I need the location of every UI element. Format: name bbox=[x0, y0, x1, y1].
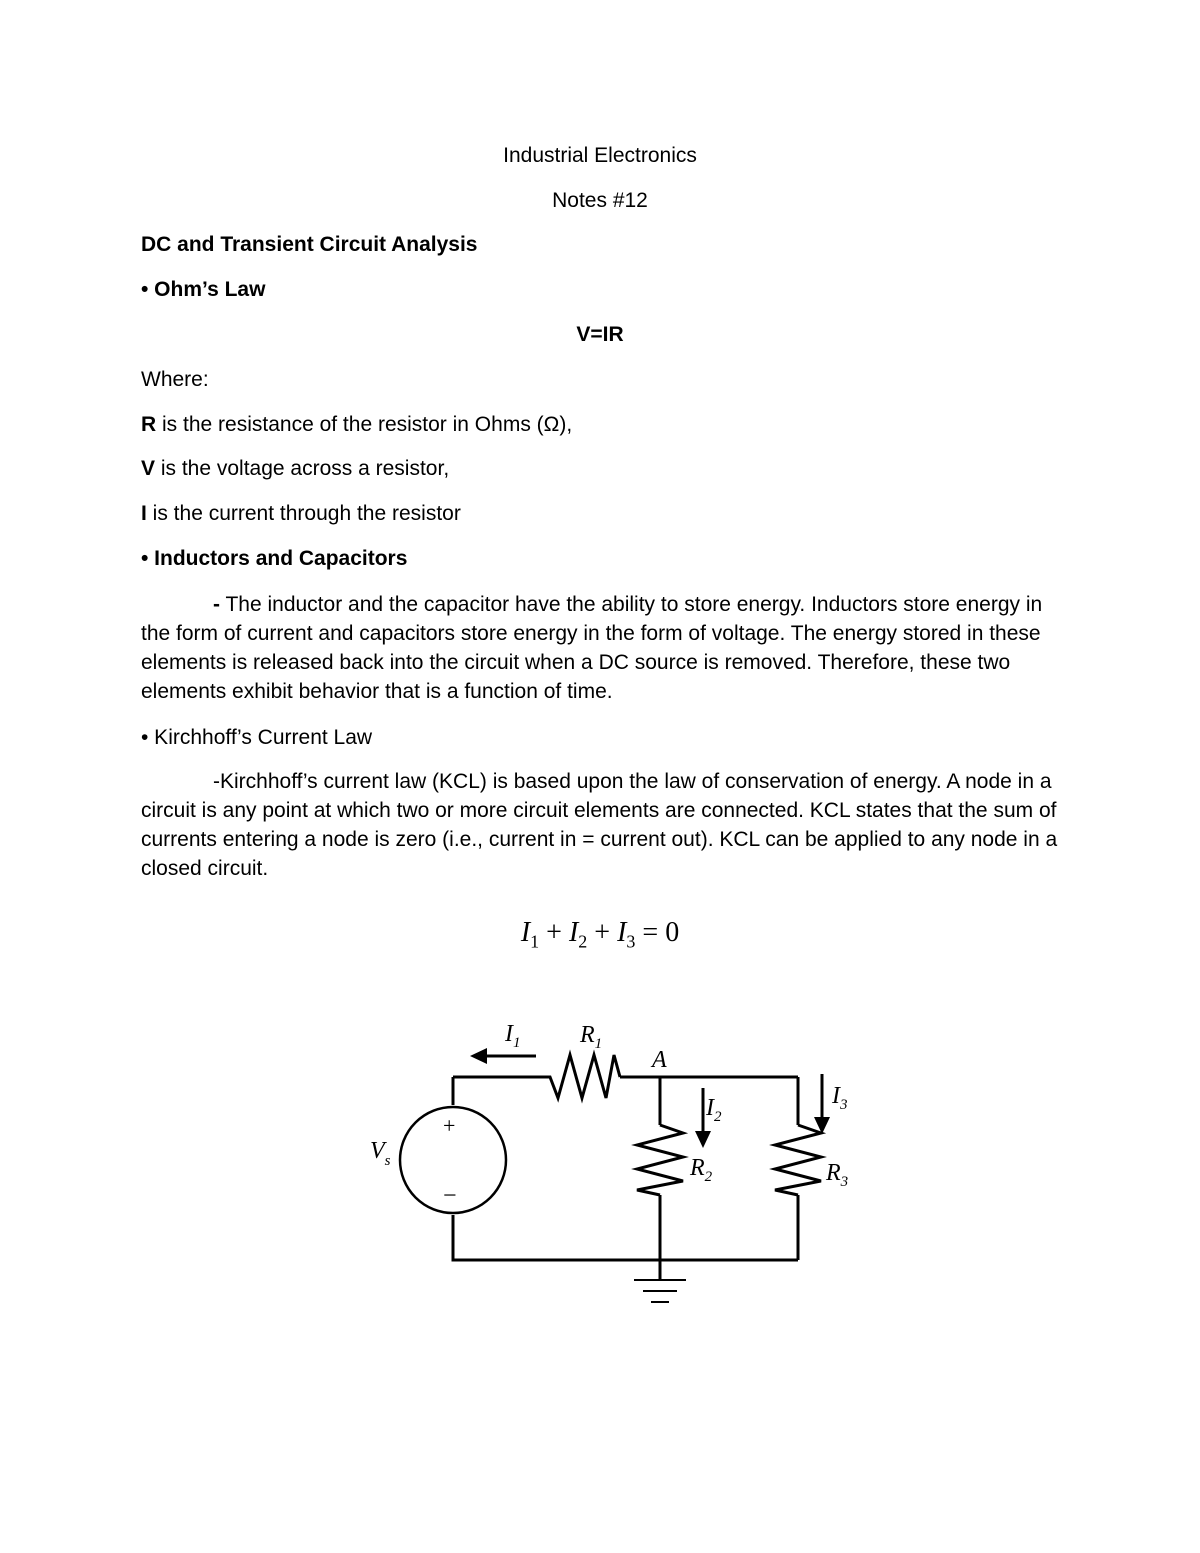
label-i3-sub: 3 bbox=[840, 1097, 848, 1113]
definition-symbol: V bbox=[141, 457, 156, 480]
resistor-r3 bbox=[775, 1125, 821, 1195]
label-i3-main: I bbox=[832, 1083, 840, 1109]
eq-equals: = bbox=[642, 917, 659, 948]
definition-text: is the voltage across a resistor, bbox=[155, 457, 450, 480]
eq-rhs: 0 bbox=[665, 917, 680, 948]
eq-term-1: I bbox=[520, 917, 531, 948]
section-title: DC and Transient Circuit Analysis bbox=[141, 233, 478, 256]
resistor-r2 bbox=[637, 1125, 683, 1195]
label-i2 bbox=[705, 1095, 722, 1125]
label-r3-main: R bbox=[826, 1160, 841, 1186]
inductors-heading: • Inductors and Capacitors bbox=[141, 547, 408, 570]
label-r3 bbox=[825, 1160, 848, 1190]
label-r2-main: R bbox=[690, 1155, 705, 1181]
eq-plus-2: + bbox=[594, 917, 611, 948]
arrow-i2-head bbox=[695, 1131, 711, 1148]
label-r3-sub: 3 bbox=[840, 1174, 849, 1190]
source-minus: − bbox=[443, 1183, 457, 1209]
notes-number: Notes #12 bbox=[552, 189, 648, 212]
inductors-body: The inductor and the capacitor have the ability to store energy. Inductors store energy in the form of current and capacitors store energy in the form of voltage. The energy stored in these elements is released back into the circuit when a DC source is removed. Therefore, these two elements exhibit behavior that is a function of time. bbox=[141, 593, 1043, 703]
eq-sub-2: 2 bbox=[578, 931, 588, 952]
label-r1-sub: 1 bbox=[594, 1036, 603, 1052]
eq-sub-1: 1 bbox=[530, 931, 540, 952]
source-label bbox=[370, 1138, 391, 1169]
eq-term-3: I bbox=[617, 917, 627, 948]
kcl-heading: • Kirchhoff’s Current Law bbox=[141, 726, 373, 749]
source-label-main: V bbox=[370, 1138, 385, 1164]
definition-text: is the current through the resistor bbox=[146, 502, 461, 525]
where-label: Where: bbox=[141, 368, 209, 391]
label-i1 bbox=[504, 1021, 521, 1051]
course-title: Industrial Electronics bbox=[503, 144, 697, 167]
arrow-i1-head bbox=[470, 1048, 487, 1064]
definition-symbol: R bbox=[141, 413, 157, 436]
source-plus: + bbox=[443, 1113, 456, 1138]
label-r2 bbox=[689, 1155, 713, 1185]
label-i1-main: I bbox=[505, 1021, 513, 1047]
definition-text: is the resistance of the resistor in Ohms (Ω), bbox=[156, 413, 573, 436]
eq-plus-1: + bbox=[546, 917, 562, 948]
label-i3 bbox=[831, 1083, 848, 1113]
label-i2-sub: 2 bbox=[714, 1109, 722, 1125]
label-r1 bbox=[579, 1022, 602, 1052]
ohms-law-formula: V=IR bbox=[576, 323, 624, 346]
node-label-a: A bbox=[652, 1047, 667, 1073]
inductors-dash: - bbox=[213, 593, 220, 616]
kcl-body: -Kirchhoff’s current law (KCL) is based upon the law of conservation of energy. A node in a circuit is any point at which two or more circuit elements are connected. KCL states that the sum of currents entering a node is zero (i.e., current in = current out). KCL can be applied to any node in a closed circuit. bbox=[141, 770, 1058, 880]
eq-term-2: I bbox=[568, 917, 579, 948]
label-i2-main: I bbox=[706, 1095, 714, 1121]
label-r1-main: R bbox=[580, 1022, 595, 1048]
definition-symbol: I bbox=[141, 502, 147, 525]
wire-top-left bbox=[453, 1077, 545, 1105]
source-label-sub: s bbox=[384, 1153, 391, 1169]
resistor-r1 bbox=[545, 1055, 620, 1098]
label-r2-sub: 2 bbox=[704, 1169, 713, 1185]
ohms-law-heading: • Ohm’s Law bbox=[141, 278, 266, 301]
eq-sub-3: 3 bbox=[626, 931, 636, 952]
label-i1-sub: 1 bbox=[513, 1035, 521, 1051]
ground-symbol bbox=[634, 1280, 686, 1302]
wire-source-bottom bbox=[453, 1215, 798, 1260]
